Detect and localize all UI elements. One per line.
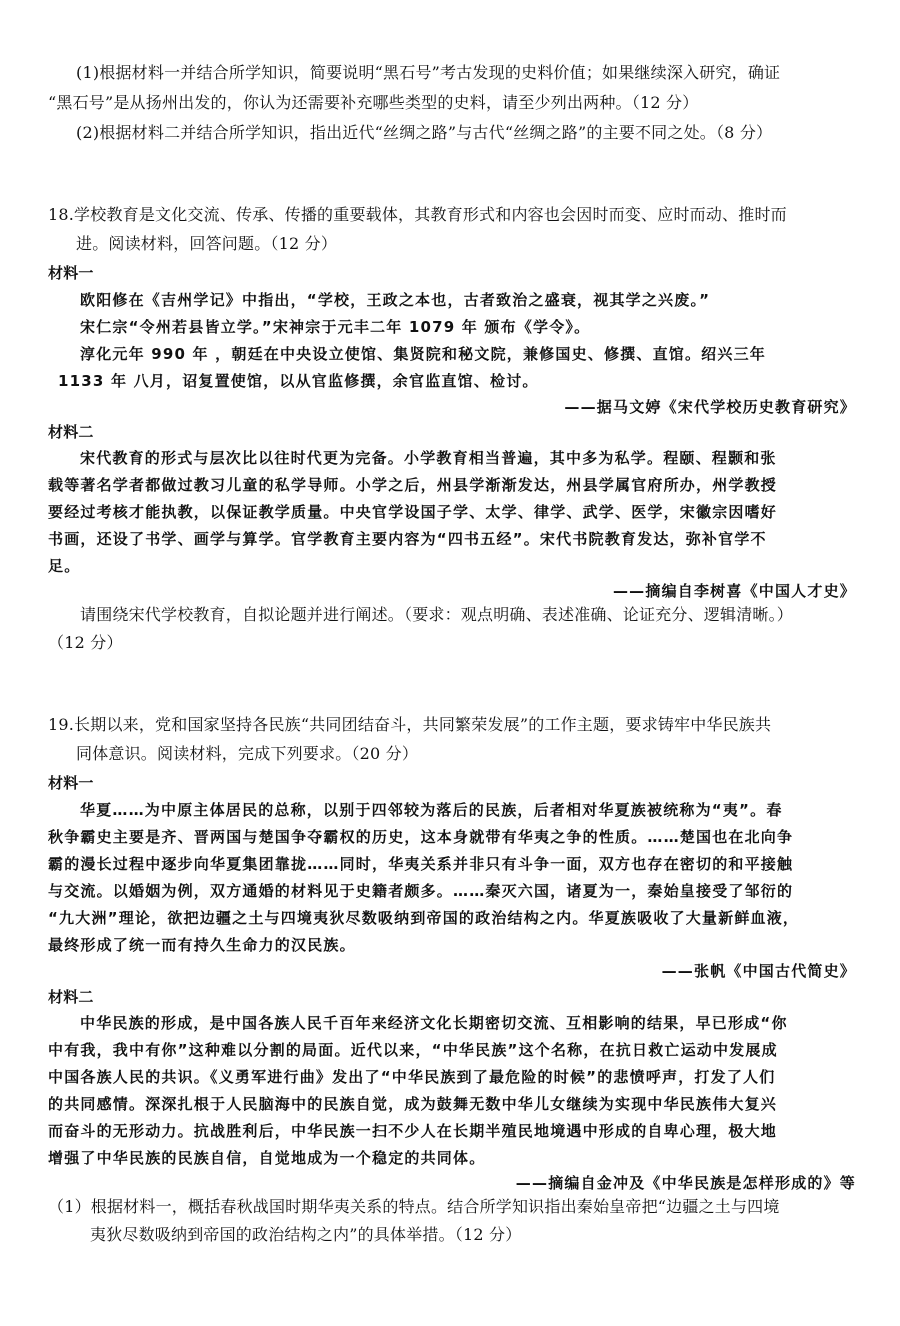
q19-material1-line5: “九大洲”理论，欲把边疆之土与四境夷狄尽数吸纳到帝国的政治结构之内。华夏族吸收了大量新鲜血液， (48, 909, 800, 927)
q19-task1-line1: （1）根据材料一，概括春秋战国时期华夷关系的特点。结合所学知识指出秦始皇帝把“边疆之土与四境 (48, 1197, 780, 1216)
q19-material2-source: ——摘编自金冲及《中华民族是怎样形成的》等 (515, 1174, 856, 1192)
q18-material2-line4: 书画，还设了书学、画学与算学。官学教育主要内容为“四书五经”。宋代书院教育发达，弥补官学不 (48, 530, 767, 548)
q18-material2-line1: 宋代教育的形式与层次比以往时代更为完备。小学教育相当普遍，其中多为私学。程颐、程颢和张 (80, 449, 777, 467)
q18-title-line1: 18.学校教育是文化交流、传承、传播的重要载体，其教育形式和内容也会因时而变、应时而动、推时而 (48, 205, 787, 224)
q18-material2-line5: 足。 (48, 557, 81, 575)
q19-material1-line3: 霸的漫长过程中逐步向华夏集团靠拢……同时，华夷关系并非只有斗争一面，双方也存在密切的和平接触 (48, 855, 794, 873)
q19-material2-line1: 中华民族的形成，是中国各族人民千百年来经济文化长期密切交流、互相影响的结果，早已形成“你 (80, 1014, 788, 1032)
q18-material1-line1: 欧阳修在《吉州学记》中指出，“学校，王政之本也，古者致治之盛衰，视其学之兴废。” (80, 291, 711, 309)
q19-material2-line2: 中有我，我中有你”这种难以分割的局面。近代以来，“中华民族”这个名称，在抗日救亡运动中发展成 (48, 1041, 778, 1059)
q19-material2-line4: 的共同感情。深深扎根于人民脑海中的民族自觉，成为鼓舞无数中华儿女继续为实现中华民族伟大复兴 (48, 1095, 778, 1113)
q18-material1-label: 材料一 (48, 264, 94, 282)
q18-material2-label: 材料二 (48, 423, 94, 441)
q19-material1-label: 材料一 (48, 774, 94, 792)
q19-material1-line6: 最终形成了统一而有持久生命力的汉民族。 (48, 936, 356, 954)
q19-material1-line2: 秋争霸史主要是齐、晋两国与楚国争夺霸权的历史，这本身就带有华夷之争的性质。……楚国也在北向争 (48, 828, 794, 846)
q18-title-line2: 进。阅读材料，回答问题。（12 分） (76, 234, 338, 253)
q19-material1-line1: 华夏……为中原主体居民的总称，以别于四邻较为落后的民族，后者相对华夏族被统称为“夷”。春 (80, 801, 783, 819)
q19-title-line2: 同体意识。阅读材料，完成下列要求。（20 分） (76, 744, 419, 763)
q19-material2-label: 材料二 (48, 988, 94, 1006)
q19-material1-source: ——张帆《中国古代简史》 (661, 962, 856, 980)
q18-task-line1: 请围绕宋代学校教育，自拟论题并进行阐述。（要求：观点明确、表述准确、论证充分、逻辑清晰。） (80, 605, 794, 624)
q18-material2-line2: 载等著名学者都做过教习儿童的私学导师。小学之后，州县学渐渐发达，州县学属官府所办，州学教授 (48, 476, 778, 494)
q18-task-line2: （12 分） (48, 633, 123, 652)
q18-material2-line3: 要经过考核才能执教，以保证教学质量。中央官学设国子学、太学、律学、武学、医学，宋徽宗因嗜好 (48, 503, 778, 521)
q19-material1-line4: 与交流。以婚姻为例，双方通婚的材料见于史籍者颇多。……秦灭六国，诸夏为一，秦始皇接受了邹衍的 (48, 882, 794, 900)
q18-material1-source: ——据马文婷《宋代学校历史教育研究》 (564, 398, 856, 416)
q19-material2-line3: 中国各族人民的共识。《义勇军进行曲》发出了“中华民族到了最危险的时候”的悲愤呼声，打发了人们 (48, 1068, 776, 1086)
q18-material1-line2: 宋仁宗“令州若县皆立学。”宋神宗于元丰二年 1079 年 颁布《学令》。 (80, 318, 591, 336)
q18-material2-source: ——摘编自李树喜《中国人才史》 (612, 582, 856, 600)
q19-material2-line5: 而奋斗的无形动力。抗战胜利后，中华民族一扫不少人在长期半殖民地境遇中形成的自卑心理，极大地 (48, 1122, 778, 1140)
q19-title-line1: 19.长期以来，党和国家坚持各民族“共同团结奋斗，共同繁荣发展”的工作主题，要求铸牢中华民族共 (48, 715, 772, 734)
q17-part1-line1: (1)根据材料一并结合所学知识，简要说明“黑石号”考古发现的史料价值；如果继续深入研究，确证 (76, 63, 781, 82)
q18-material1-line4: 1133 年 八月，诏复置使馆，以从官监修撰，余官监直馆、检讨。 (58, 372, 539, 390)
q17-part2: (2)根据材料二并结合所学知识，指出近代“丝绸之路”与古代“丝绸之路”的主要不同之处。（8 分） (76, 123, 773, 142)
q18-material1-line3: 淳化元年 990 年 ，朝廷在中央设立使馆、集贤院和秘文院，兼修国史、修撰、直馆。绍兴三年 (80, 345, 766, 363)
q19-task1-line2: 夷狄尽数吸纳到帝国的政治结构之内”的具体举措。（12 分） (90, 1225, 522, 1244)
q19-material2-line6: 增强了中华民族的民族自信，自觉地成为一个稳定的共同体。 (48, 1149, 486, 1167)
q17-part1-line2: “黑石号”是从扬州出发的，你认为还需要补充哪些类型的史料，请至少列出两种。（12 分） (48, 93, 699, 112)
